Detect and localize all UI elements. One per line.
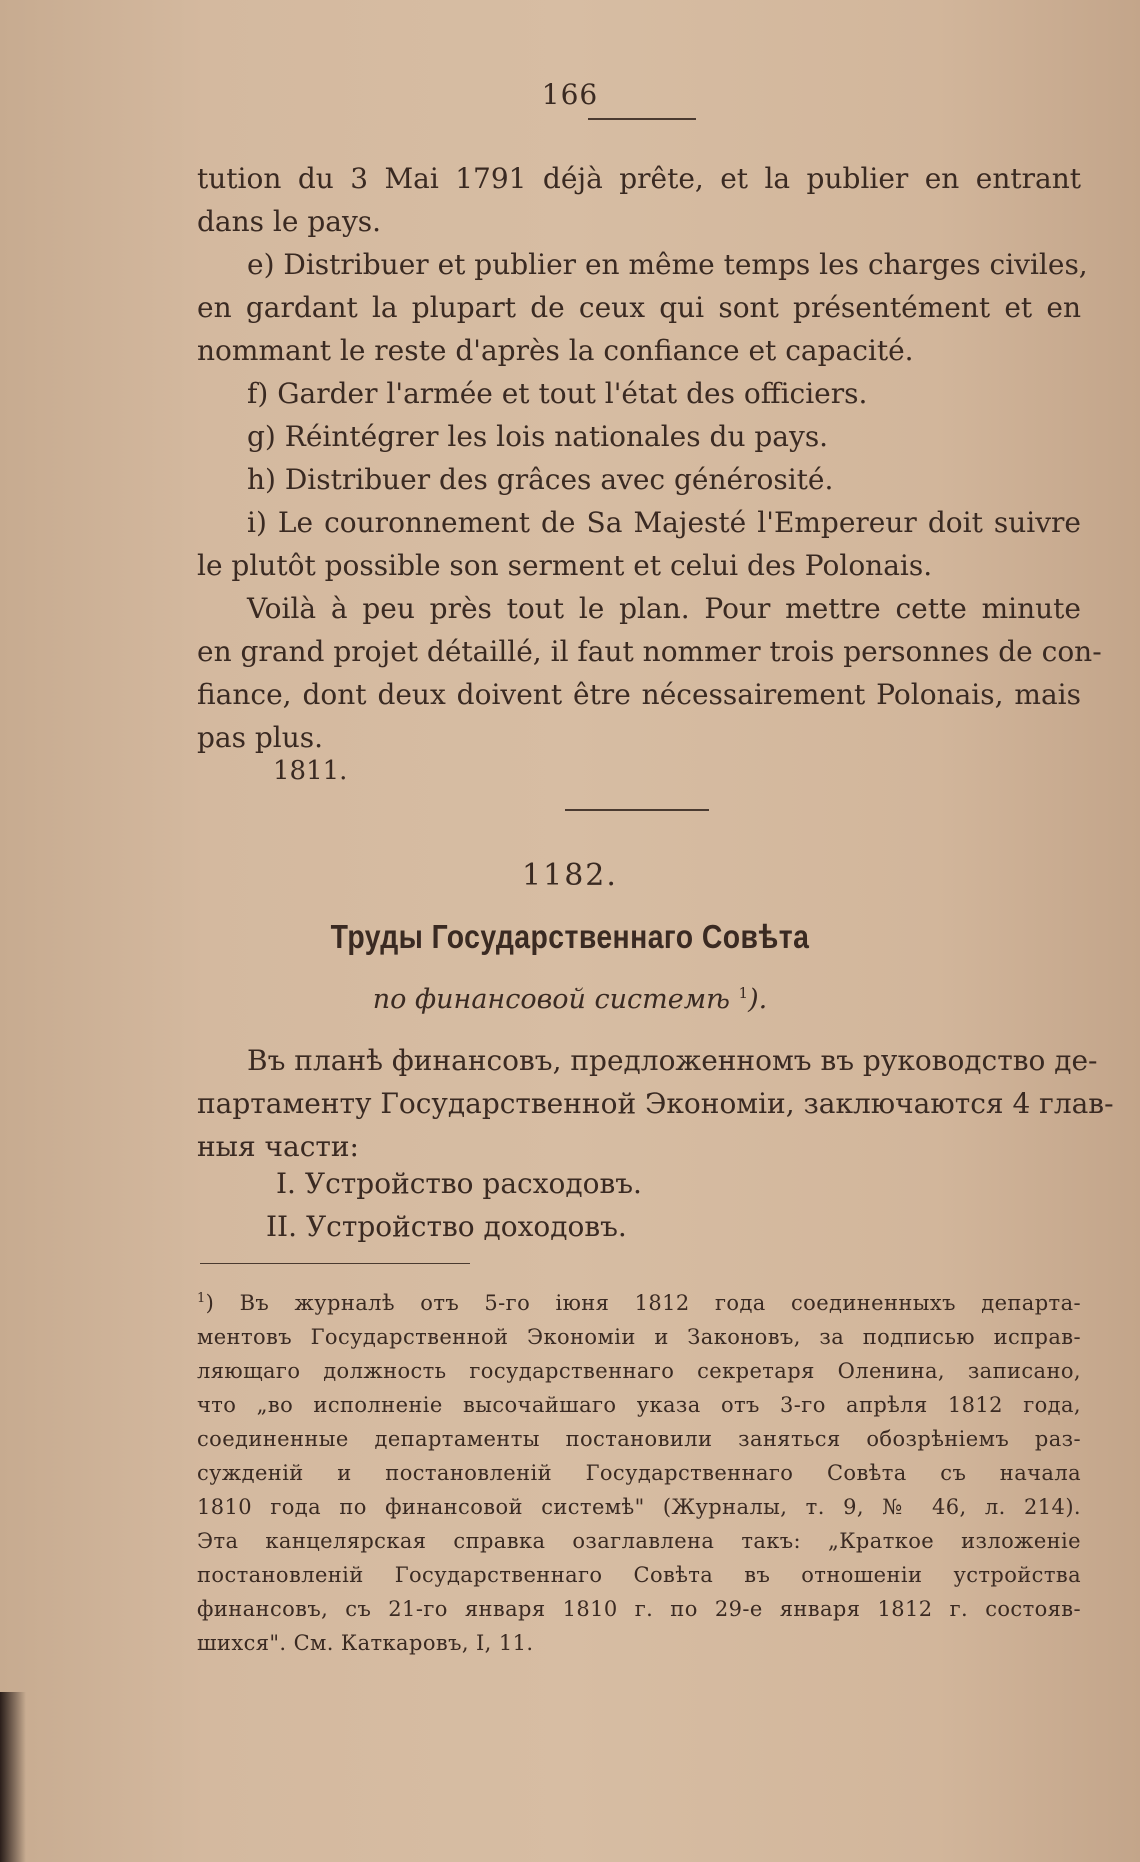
footnote-line-text: ляющаго должность государственнаго секретаря Оленина, записано, [197, 1359, 1081, 1383]
text-line-text: g) Réintégrer les lois nationales du pays. [247, 420, 829, 453]
footnote-line [197, 1354, 1081, 1388]
text-line [197, 372, 1081, 415]
text-line-text: i) Le couronnement de Sa Majesté l'Empereur doit suivre [247, 506, 1081, 539]
footnote [197, 1282, 1081, 1660]
footnote-line-text: сужденій и постановленій Государственнаго Совѣта съ начала [197, 1461, 1081, 1485]
document-date: 1811. [273, 756, 348, 786]
list-item [266, 1210, 627, 1243]
text-line [197, 286, 1081, 329]
footnote-line-text: что „во исполненіе высочайшаго указа отъ 3-го апрѣля 1812 года, [197, 1393, 1081, 1417]
list-text: Устройство доходовъ. [305, 1210, 627, 1243]
text-line-text: tution du 3 Mai 1791 déjà prête, et la publier en entrant [197, 162, 1081, 195]
footnote-reference: 1 [738, 984, 749, 1002]
paragraph-line-text: партаменту Государственной Экономіи, заключаются 4 глав- [197, 1087, 1114, 1120]
paragraph-line [197, 1125, 1081, 1168]
text-line-text: le plutôt possible son serment et celui des Polonais. [197, 549, 933, 582]
text-line-text: en gardant la plupart de ceux qui sont présentément et en [197, 291, 1081, 324]
text-line [197, 157, 1081, 200]
list-numeral: I. [276, 1167, 296, 1200]
text-line [197, 716, 1081, 759]
footnote-line [197, 1558, 1081, 1592]
document-number: 1182. [522, 858, 618, 893]
text-line-text: nommant le reste d'après la confiance et capacité. [197, 334, 914, 367]
paragraph-line-text: Въ планѣ финансовъ, предложенномъ въ руководство де- [247, 1044, 1098, 1077]
paragraph-line [197, 1082, 1114, 1125]
page-edge-shadow [0, 1692, 26, 1862]
text-line-text: h) Distribuer des grâces avec générosité. [247, 463, 834, 496]
text-line [197, 630, 1102, 673]
footnote-line [197, 1626, 1081, 1660]
text-line [197, 458, 1081, 501]
text-line [197, 544, 1081, 587]
footnote-line-text: соединенные департаменты постановили заняться обозрѣніемъ раз- [197, 1427, 1081, 1451]
footnote-line-text: постановленій Государственнаго Совѣта въ отношеніи устройства [197, 1563, 1081, 1587]
footnote-rule [200, 1263, 470, 1264]
text-line [197, 329, 1081, 372]
text-line [197, 200, 1081, 243]
text-line [197, 673, 1081, 716]
document-title: Труды Государственнаго Совѣта [330, 918, 810, 955]
footnote-line-text: 1810 года по финансовой системѣ" (Журналы, т. 9, № 46, л. 214). [197, 1495, 1081, 1519]
text-line-text: Voilà à peu près tout le plan. Pour mettre cette minute [247, 592, 1081, 625]
footnote-line [197, 1422, 1081, 1456]
text-line [197, 501, 1081, 544]
russian-paragraph [197, 1039, 1114, 1168]
footnote-line-text: ментовъ Государственной Экономіи и Законовъ, за подписью исправ- [197, 1325, 1081, 1349]
list-numeral: II. [266, 1210, 298, 1243]
subtitle-closing: ). [748, 984, 768, 1015]
subtitle-text: по финансовой системѣ [372, 984, 730, 1015]
footnote-line-text: ) Въ журналѣ отъ 5-го іюня 1812 года соединенныхъ департа- [205, 1291, 1081, 1315]
text-line-text: e) Distribuer et publier en même temps les charges civiles, [247, 248, 1088, 281]
footnote-marker: 1 [197, 1291, 206, 1306]
footnote-line-text: шихся". См. Каткаровъ, I, 11. [197, 1631, 534, 1655]
page-number: 166 [541, 78, 599, 111]
paragraph-line-text: ныя части: [197, 1130, 359, 1163]
footnote-line [197, 1592, 1081, 1626]
french-text-block [197, 157, 1102, 759]
page-number-rule [588, 118, 696, 120]
list-text: Устройство расходовъ. [304, 1167, 642, 1200]
list-item [276, 1167, 642, 1200]
document-subtitle [0, 984, 1140, 1015]
footnote-line [197, 1320, 1081, 1354]
text-line-text: pas plus. [197, 721, 324, 754]
paragraph-line [197, 1039, 1098, 1082]
text-line-text: dans le pays. [197, 205, 382, 238]
text-line [197, 587, 1081, 630]
footnote-line [197, 1282, 1081, 1320]
footnote-line [197, 1490, 1081, 1524]
footnote-line-text: финансовъ, съ 21-го января 1810 г. по 29-е января 1812 г. состояв- [197, 1597, 1081, 1621]
text-line-text: f) Garder l'armée et tout l'état des officiers. [247, 377, 868, 410]
footnote-line-text: Эта канцелярская справка озаглавлена такъ: „Краткое изложеніе [197, 1529, 1081, 1553]
footnote-line [197, 1456, 1081, 1490]
footnote-line [197, 1388, 1081, 1422]
text-line-text: fiance, dont deux doivent être nécessairement Polonais, mais [197, 678, 1081, 711]
text-line-text: en grand projet détaillé, il faut nommer trois personnes de con- [197, 635, 1102, 668]
section-separator [565, 809, 709, 811]
text-line [197, 415, 1081, 458]
text-line [197, 243, 1088, 286]
footnote-line [197, 1524, 1081, 1558]
